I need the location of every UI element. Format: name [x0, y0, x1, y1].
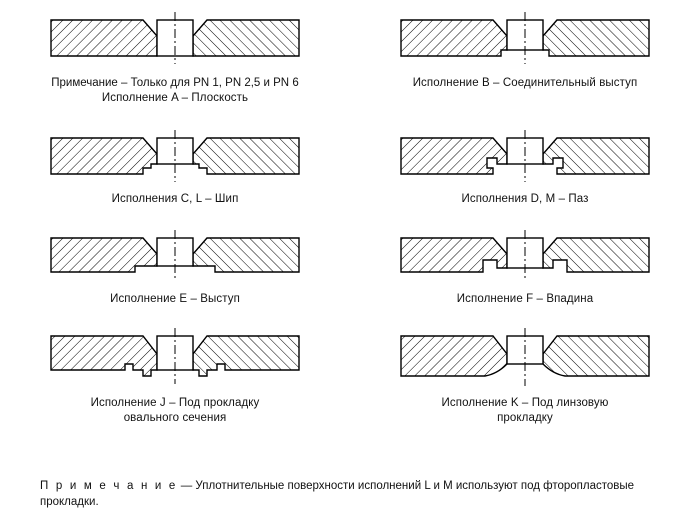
figure-drawing-dm [350, 124, 700, 192]
figure-cell-cl [0, 124, 350, 224]
figure-grid [0, 6, 700, 442]
figure-drawing-j [0, 324, 350, 396]
figure-cell-k [350, 324, 700, 442]
figure-caption-cl: Исполнения C, L – Шип [111, 193, 239, 205]
footer-note-text: Уплотнительные поверхности исполнений L и M используют под фторопластовые прокладки. [40, 480, 635, 508]
flange-oval-ring-joint-svg [47, 324, 303, 394]
figure-caption-j-line2: овального сечения [123, 412, 227, 424]
flange-female-svg [397, 224, 653, 288]
flange-flat-face-svg [47, 6, 303, 70]
figure-drawing-b [350, 6, 700, 74]
footer-note-label: П р и м е ч а н и е [40, 480, 178, 492]
figure-caption-f: Исполнение F – Впадина [456, 293, 594, 305]
figure-drawing-a [0, 6, 350, 74]
figure-caption-dm: Исполнения D, M – Паз [461, 193, 589, 205]
figure-cell-e [0, 224, 350, 324]
flange-groove-svg [397, 124, 653, 188]
figure-caption-e: Исполнение E – Выступ [110, 293, 240, 305]
figure-cell-b [350, 6, 700, 124]
figure-note-a: Примечание – Только для PN 1, PN 2,5 и PN 6 [51, 77, 299, 89]
figure-cell-a [0, 6, 350, 124]
flange-tongue-svg [47, 124, 303, 188]
figure-caption-j: Исполнение J – Под прокладку [90, 397, 260, 409]
figure-drawing-k [350, 324, 700, 396]
flange-raised-face-svg [397, 6, 653, 70]
figure-caption-b: Исполнение B – Соединительный выступ [412, 77, 638, 89]
figure-drawing-e [0, 224, 350, 292]
figure-caption-k: Исполнение K – Под линзовую [441, 397, 609, 409]
figure-cell-dm [350, 124, 700, 224]
flange-lens-gasket-svg [397, 324, 653, 394]
figure-cell-j [0, 324, 350, 442]
footer-note-dash: — [180, 480, 193, 492]
flange-male-svg [47, 224, 303, 288]
figure-drawing-cl [0, 124, 350, 192]
figure-drawing-f [350, 224, 700, 292]
figure-caption-a: Исполнение A – Плоскость [101, 92, 249, 104]
figure-cell-f [350, 224, 700, 324]
footer-note [40, 478, 660, 510]
figure-caption-k-line2: прокладку [497, 412, 553, 424]
